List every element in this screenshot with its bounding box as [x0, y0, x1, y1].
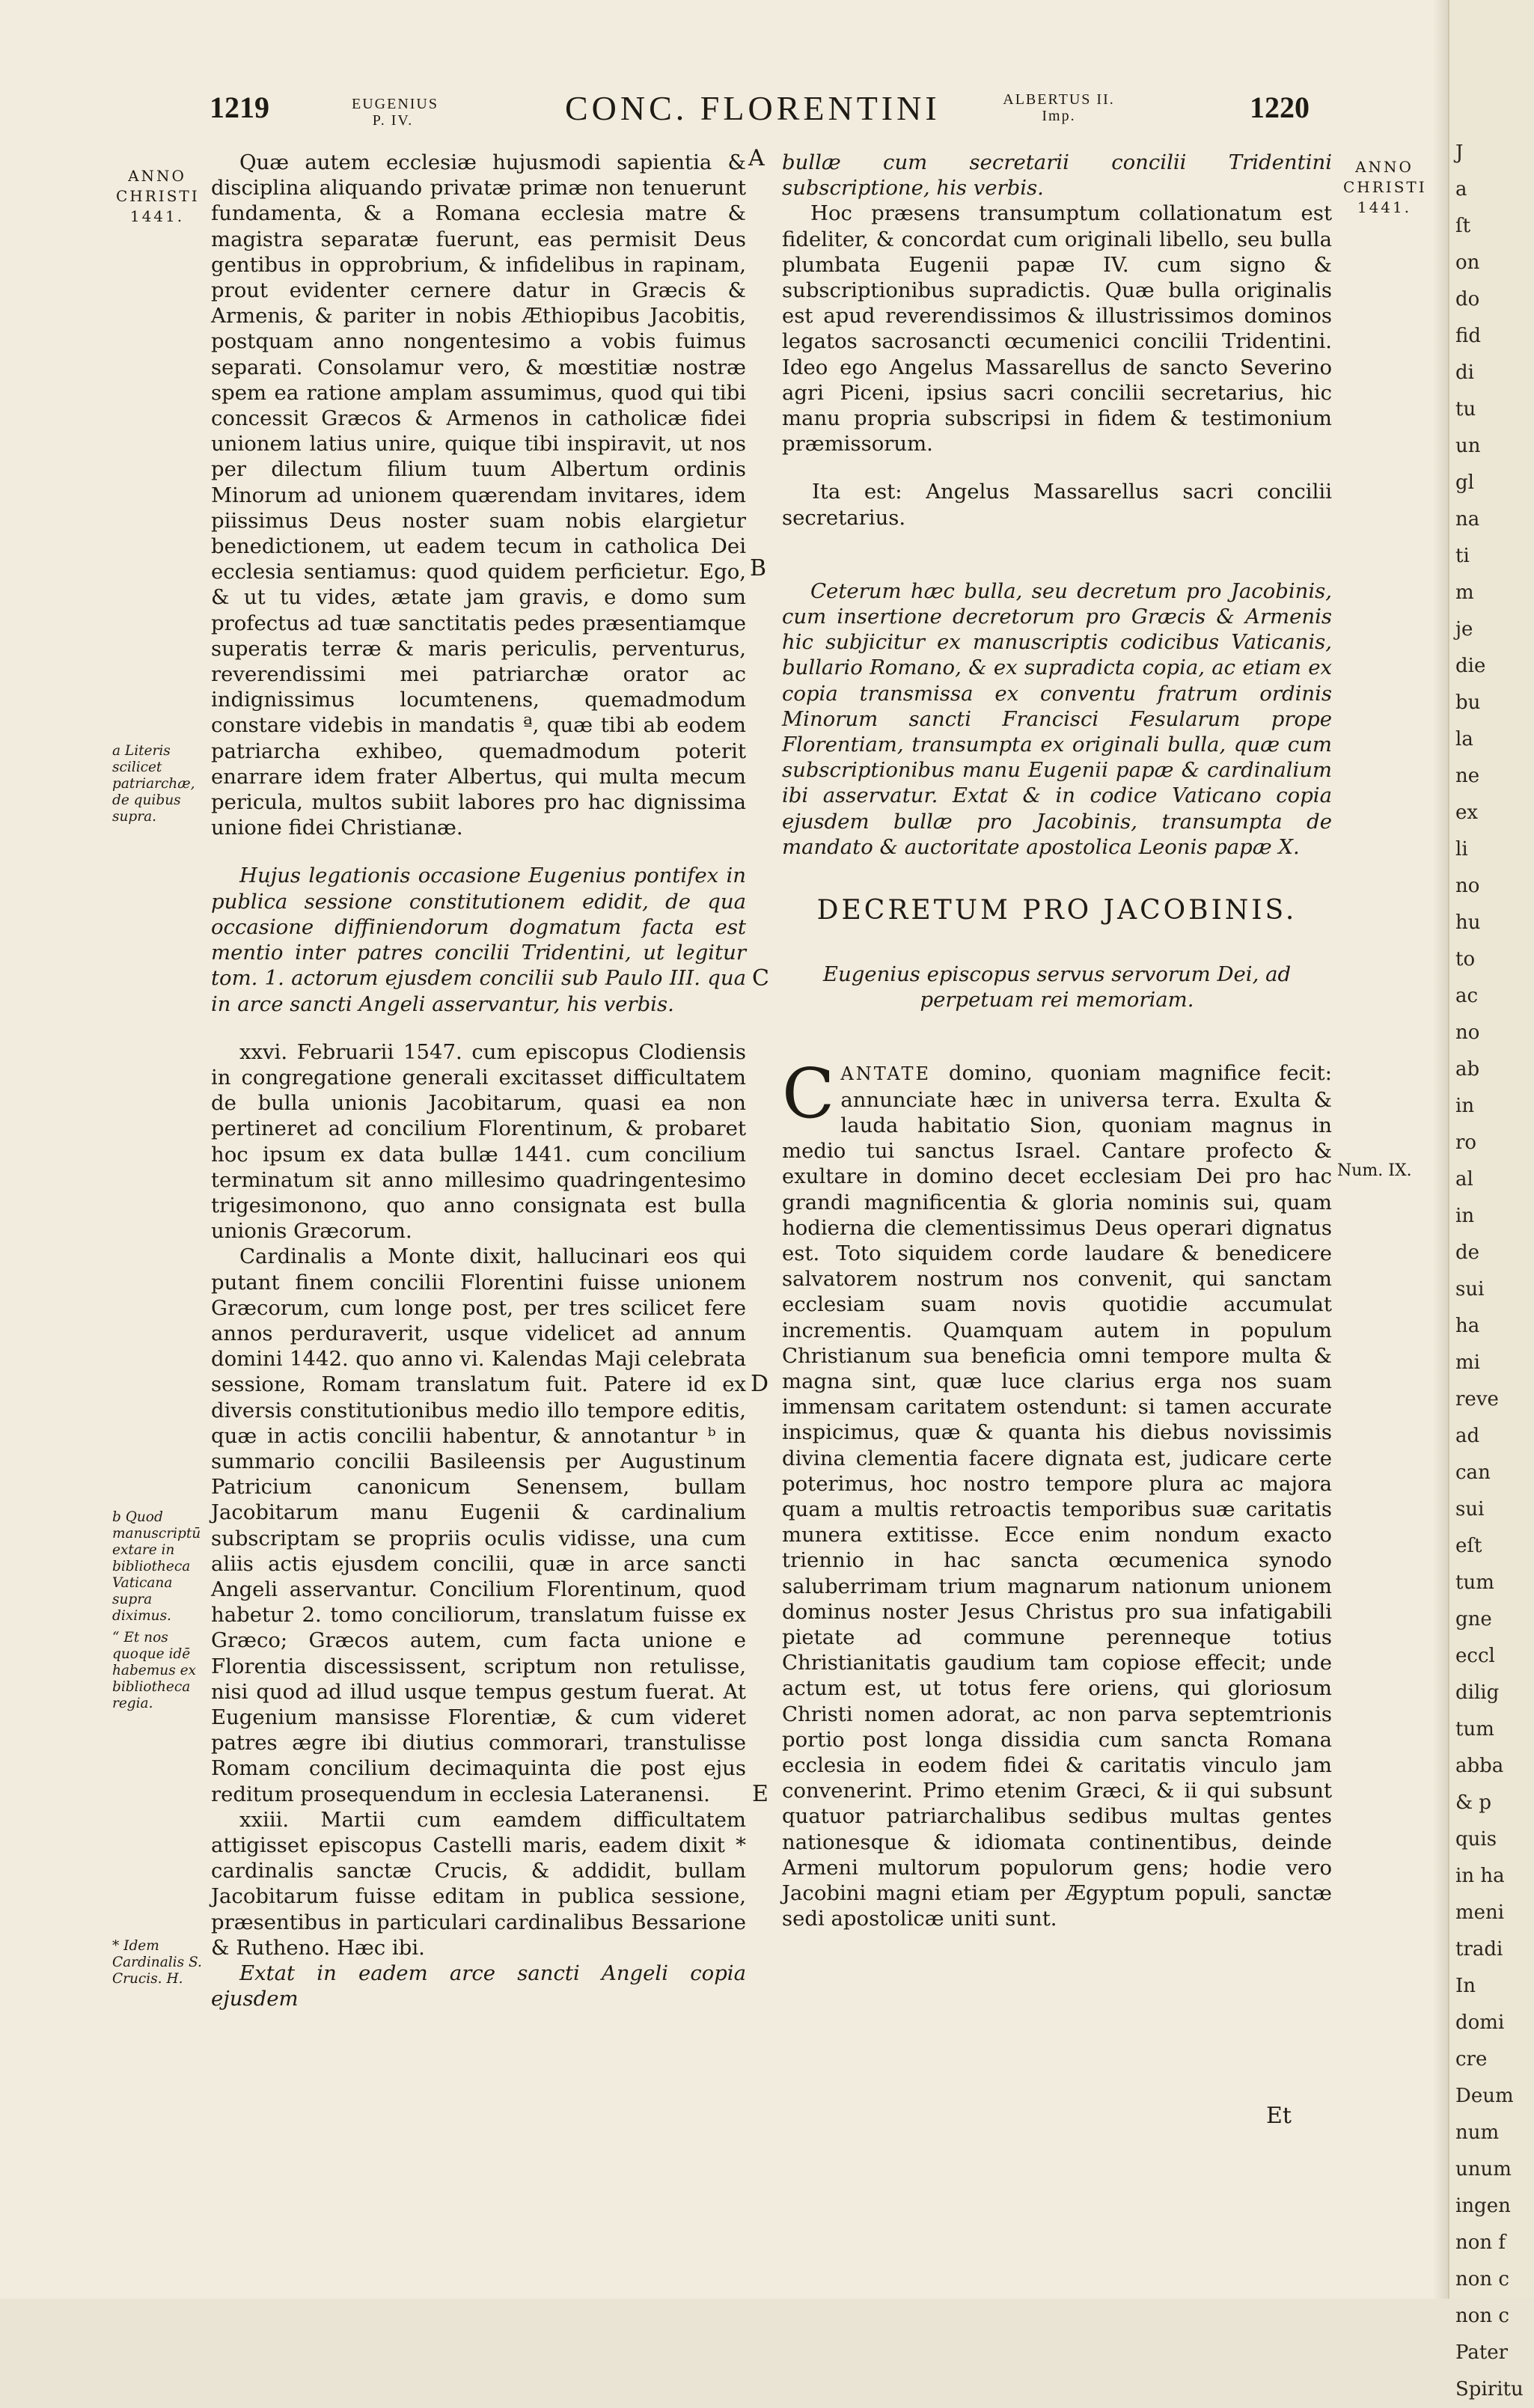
paragraph-italic: Ceterum hæc bulla, seu decretum pro Jacobinis, cum insertione decretorum pro Græcis & Armenis hic subjicitur ex manuscriptis codicibus Vaticanis, bullario Romano, & ex supradicta copia, ac etiam ex copia transmissa ex conventu fratrum ordinis Minorum sancti Francisci Fesularum prope Florentiam, transumpta ex originali bulla, quæ cum subscriptionibus manu Eugenii papæ & cardinalium ibi asservatur. Extat & in codice Vaticano copia ejusdem bullæ pro Jacobinis, transumpta de mandato & auctoritate apostolica Leonis papæ X.	[782, 578, 1332, 859]
facing-page-fragment: do	[1455, 288, 1480, 311]
margin-year-left	[116, 166, 198, 227]
facing-page-fragment: in	[1455, 1095, 1475, 1117]
facing-page-fragment: ſt	[1455, 215, 1471, 237]
decree-subtitle: Eugenius episcopus servus servorum Dei, ad perpetuam rei memoriam.	[822, 962, 1292, 1012]
facing-page-fragment: li	[1455, 838, 1468, 861]
paragraph: xxvi. Februarii 1547. cum episcopus Clodiensis in congregatione generali excitasset difficultatem de bulla unionis Jacobitarum, quasi ea non pertineret ad concilium Florentinum, & probaret hoc ipsum ex data bullæ 1441. cum concilium terminatum sit anno millesimo quadringentesimo trigesimonono, quo anno consignata est bulla unionis Græcorum.	[211, 1039, 746, 1244]
right-column	[782, 150, 1332, 1931]
facing-page-fragment: na	[1455, 508, 1480, 531]
paragraph: Cardinalis a Monte dixit, hallucinari eos qui putant finem concilii Florentini fuisse unionem Græcorum, cum longe post, per tres scilicet fere annos perduraverit, usque videlicet ad annum domini 1442. quo anno vi. Kalendas Maji celebrata sessione, Romam translatum fuit. Patere id ex diversis constitutionibus medio illo tempore editis, quæ in actis concilii habentur, & annotantur ᵇ in summario concilii Basileensis per Augustinum Patricium canonicum Senensem, bullam Jacobitarum manu Eugenii & cardinalium subscriptam se propriis oculis vidisse, una cum aliis actis ejusdem concilii, quæ in arce sancti Angeli asservantur. Concilium Florentinum, quod habetur 2. tomo conciliorum, translatum fuisse ex Græco; Græcos autem, cum facta unione e Florentia discessissent, scriptum non retulisse, nisi quod ad illud usque tempus gestum fuerat. At Eugenium mansisse Florentiæ, & cum videret patres ægre ibi diutius commorari, transtulisse Romam concilium decimaquinta die post ejus reditum prosequendum in ecclesia Lateranensi.	[211, 1244, 746, 1806]
facing-page-fragment: Pater	[1455, 2341, 1509, 2364]
facing-page-fragment: eccl	[1455, 1645, 1495, 1667]
running-head-pope: EUGENIUS P. IV.	[352, 96, 438, 129]
margin-note-a: a Literis scilicet patriarchæ, de quibus supra.	[112, 743, 195, 825]
facing-page-fragment: ha	[1455, 1315, 1480, 1337]
facing-page-fragment: ex	[1455, 801, 1479, 824]
running-head-emperor: ALBERTUS II. Imp.	[1003, 91, 1115, 124]
facing-page-fragment: non c	[1455, 2268, 1509, 2291]
facing-page-fragment: tu	[1455, 398, 1476, 421]
margin-year-word: ANNO	[1355, 158, 1414, 176]
paragraph-italic: Hujus legationis occasione Eugenius pontifex in publica sessione constitutionem edidit, de qua occasione diffiniendorum dogmatum facta est mentio inter patres concilii Tridentini, ut legitur tom. 1. actorum ejusdem concilii sub Paulo III. qua in arce sancti Angeli asservantur, his verbis.	[211, 864, 746, 1016]
facing-page-fragment: Deum	[1455, 2085, 1514, 2107]
paragraph-italic: bullæ cum secretarii concilii Tridentini subscriptione, his verbis.	[782, 150, 1332, 201]
facing-page-fragment: ne	[1455, 765, 1480, 787]
facing-page-fragment: die	[1455, 655, 1486, 677]
facing-page-fragment: gl	[1455, 471, 1474, 494]
facing-page-fragment: no	[1455, 875, 1480, 897]
paragraph: Hoc præsens transumptum collationatum est fideliter, & concordat cum originali libello, seu bulla plumbata Eugenii papæ IV. cum signo & subscriptionibus supradictis. Quæ bulla originalis est apud reverendissimos & illustrissimos dominos legatos sacrosancti œcumenici concilii Tridentini. Ideo ego Angelus Massarellus de sancto Severino agri Piceni, ipsius sacri concilii secretarius, hic manu propria subscripsi in fidem & testimonium præmissorum.	[782, 201, 1332, 456]
facing-page-fragment: domi	[1455, 2011, 1505, 2034]
facing-page-fragments	[1455, 135, 1524, 2408]
margin-note-quote: “ Et nos quoque idē habemus ex bibliotheca regia.	[112, 1630, 196, 1711]
section-letter-d: D	[751, 1371, 769, 1397]
facing-page-fragment: ro	[1455, 1131, 1477, 1154]
margin-year-number: 1441.	[129, 207, 185, 225]
facing-page-fragment: a	[1455, 178, 1467, 201]
facing-page-fragment: ti	[1455, 545, 1470, 567]
section-letter-c: C	[752, 965, 769, 991]
facing-page-fragment: de	[1455, 1241, 1480, 1264]
page-number-left: 1219	[210, 91, 269, 124]
section-letter-a: A	[748, 145, 765, 171]
facing-page-fragment: un	[1455, 435, 1481, 457]
decree-body	[782, 1054, 1332, 1931]
facing-page-fragment: m	[1455, 581, 1474, 604]
facing-page-fragment: no	[1455, 1021, 1480, 1044]
paragraph-italic: Extat in eadem arce sancti Angeli copia ejusdem	[211, 1961, 746, 2011]
attestation: Ita est: Angelus Massarellus sacri concilii secretarius.	[782, 480, 1332, 530]
paragraph: xxiii. Martii cum eamdem difficultatem attigisset episcopus Castelli maris, eadem dixit * cardinalis sanctæ Crucis, & addidit, bullam Jacobitarum fuisse editam in publica sessione, præsentibus in particulari cardinalibus Bessarione & Rutheno. Hæc ibi.	[211, 1807, 746, 1960]
facing-page-fragment: unum	[1455, 2158, 1512, 2181]
margin-note-idem: * Idem Cardinalis S. Crucis. H.	[112, 1938, 202, 1987]
margin-note-b: b Quod manuscriptū extare in bibliotheca Vaticana supra diximus.	[112, 1509, 201, 1624]
facing-page-fragment: in ha	[1455, 1865, 1505, 1887]
facing-page-fragment: sui	[1455, 1498, 1485, 1521]
facing-page-fragment: non f	[1455, 2231, 1506, 2254]
margin-year-number: 1441.	[1357, 198, 1412, 216]
facing-page-fragment: gne	[1455, 1608, 1492, 1631]
facing-page-fragment: In	[1455, 1975, 1476, 1997]
margin-year-right	[1343, 157, 1425, 218]
facing-page-fragment: ab	[1455, 1058, 1480, 1081]
paragraph: Quæ autem ecclesiæ hujusmodi sapientia & disciplina aliquando privatæ primæ non tenuerunt fundamenta, & a Romana ecclesia matre & magistra separatæ fuerunt, eas permisit Deus gentibus in opprobrium, & infidelibus in rapinam, prout evidenter cernere datur in Græcis & Armenis, & pariter in nobis Æthiopibus Jacobitis, postquam anno nongentesimo a vobis fuimus separati. Consolamur vero, & mœstitiæ nostræ spem ea ratione amplam assumimus, quod qui tibi concessit Græcos & Armenos in catholicæ fidei unionem latius unire, quique tibi inspiravit, ut nos per dilectum filium tuum Albertum ordinis Minorum ad unionem quærendam invitares, idem piissimus Deus noster suam nobis elargietur benedictionem, ut eadem tecum in catholica Dei ecclesia sentiamus: quod quidem perficietur. Ego, & ut tu vides, ætate jam gravis, e domo sum profectus ad tuæ sanctitatis pedes præsentiamque superatis terræ & maris periculis, perventurus, reverendissimi mei patriarchæ orator ac indignissimus locumtenens, quemadmodum constare videbis in mandatis ª, quæ tibi ab eodem patriarcha exhibeo, quemadmodum poterit enarrare idem frater Albertus, qui multa mecum pericula, multos subiit labores pro hac dignissima unione fidei Christianæ.	[211, 150, 746, 840]
facing-page-fragment: al	[1455, 1168, 1473, 1191]
page-title: CONC. FLORENTINI	[565, 89, 941, 127]
facing-page-fragment: cre	[1455, 2048, 1488, 2071]
decree-text: domino, quoniam magnifice fecit: annunciate hæc in universa terra. Exulta & lauda habitatio Sion, quoniam magnus in medio tui sanctus Israel. Cantare profecto & exultare in domino decet ecclesiam Dei pro hac grandi magnificentia & gloria nominis sui, quam hodierna die clementissimus Deus operari dignatus est. Toto siquidem corde laudare & benedicere salvatorem nostrum nos convenit, qui sanctam ecclesiam suam novis quotidie accumulat incrementis. Quamquam autem in populum Christianum sua beneficia omni tempore multa & magna sint, quæ luce clarius erga nos suam immensam caritatem ostendunt: si tamen accurate inspicimus, quæ & quanta his diebus novissimis divina clementia facere dignata est, judicare certe poterimus, hoc nostro tempore plura ac majora quam a multis retroactis temporibus suæ caritatis munera extitisse. Ecce enim nondum exacto triennio in hac sancta œcumenica synodo saluberrimam trium magnarum nationum unionem dominus noster Jesus Christus pro sua infatigabili pietate ad commune perenneque totius Christianitatis gaudium tam copiose effecit; unde actum est, ut totus fere oriens, qui gloriosum Christi nomen adorat, ac non parva septemtrionis portio post longa dissidia cum sancta Romana ecclesia in eodem fidei & caritatis vinculo jam convenerint. Primo etenim Græci, & ii qui subsunt quatuor patriarchalibus sedibus multas gentes nationesque & idiomata continentibus, deinde Armeni multorum populorum gens; hodie vero Jacobini magni etiam per Ægyptum populi, sanctæ sedi apostolicæ uniti sunt.	[782, 1061, 1332, 1931]
facing-page-fragment: reve	[1455, 1388, 1499, 1411]
margin-year-word: ANNO	[128, 167, 186, 185]
facing-page-fragment: ad	[1455, 1425, 1480, 1447]
facing-page-fragment: je	[1455, 618, 1473, 641]
facing-page-fragment: & p	[1455, 1791, 1492, 1814]
drop-cap: C	[782, 1054, 835, 1134]
facing-page-fragment: ac	[1455, 985, 1479, 1007]
facing-page-fragment: can	[1455, 1461, 1491, 1484]
facing-page-fragment: tum	[1455, 1718, 1494, 1741]
facing-page-fragment: eſt	[1455, 1535, 1482, 1557]
facing-page-fragment: mi	[1455, 1351, 1480, 1374]
facing-page-fragment: ingen	[1455, 2195, 1511, 2217]
facing-page-fragment: to	[1455, 948, 1476, 971]
page-number-right: 1220	[1250, 91, 1310, 124]
facing-page-fragment: non c	[1455, 2305, 1509, 2327]
facing-page-fragment: abba	[1455, 1755, 1504, 1777]
facing-page-fragment: di	[1455, 361, 1474, 384]
facing-page-edge	[1448, 0, 1534, 2401]
section-letter-b: B	[750, 555, 767, 581]
facing-page-fragment: num	[1455, 2121, 1500, 2144]
facing-page-fragment: tradi	[1455, 1938, 1503, 1961]
facing-page-fragment: meni	[1455, 1901, 1505, 1924]
facing-page-fragment: Spiritu	[1455, 2378, 1524, 2401]
margin-number-note: Num. IX.	[1337, 1161, 1412, 1180]
facing-page-fragment: bu	[1455, 691, 1481, 714]
facing-page-fragment: in	[1455, 1205, 1475, 1227]
catchword: Et	[1266, 2103, 1292, 2129]
margin-year-word: CHRISTI	[116, 187, 200, 205]
facing-page-fragment: fid	[1455, 325, 1481, 347]
facing-page-fragment: la	[1455, 728, 1473, 751]
facing-page-fragment: on	[1455, 251, 1480, 274]
facing-page-fragment: quis	[1455, 1828, 1497, 1851]
facing-page-fragment: tum	[1455, 1571, 1494, 1594]
facing-page-fragment: dilig	[1455, 1681, 1500, 1704]
facing-page-fragment: hu	[1455, 911, 1481, 934]
margin-year-word: CHRISTI	[1343, 178, 1427, 196]
decree-title: DECRETUM PRO JACOBINIS.	[816, 895, 1298, 926]
section-letter-e: E	[752, 1781, 768, 1807]
left-column	[211, 150, 746, 2011]
decree-first-word: ANTATE	[840, 1063, 931, 1085]
facing-page-fragment: J	[1455, 141, 1464, 164]
facing-page-fragment: sui	[1455, 1278, 1485, 1301]
